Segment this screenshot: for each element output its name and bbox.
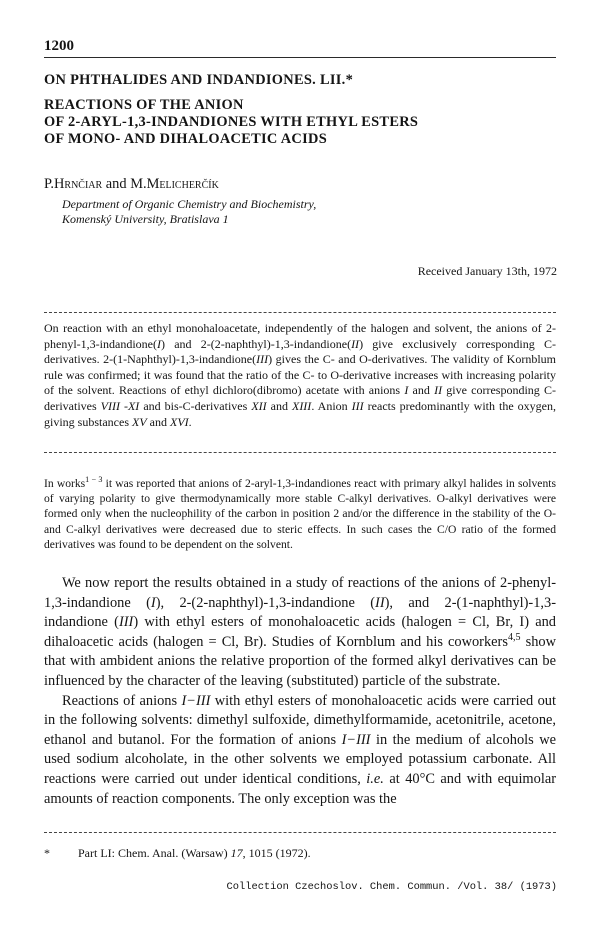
title-line: REACTIONS OF THE ANION (44, 97, 244, 113)
compound-label: III (256, 352, 269, 367)
compound-label: III (351, 398, 364, 413)
title-line: OF 2-ARYL-1,3-INDANDIONES WITH ETHYL ESTERS (44, 114, 419, 130)
journal-citation: Collection Czechoslov. Chem. Commun. /Vol. 38/ (1973) (226, 881, 557, 893)
footnote-text: Part LI: Chem. Anal. (Warsaw) (78, 846, 231, 860)
abstract-text: and (146, 414, 170, 429)
page-number: 1200 (44, 38, 74, 54)
intro-text: In works (44, 477, 86, 490)
compound-label: I (156, 336, 161, 351)
body-text-run: with ethyl esters of monohaloacetic acids were carried out in the following solvents: dimethyl sulfoxide, dimethylformamide, acetonitrile, acetone, ethanol and butanol. For the formation of anions (44, 692, 556, 748)
compound-label: II (375, 594, 385, 611)
compound-label: XVI (170, 414, 189, 429)
footnote-volume: 17 (230, 846, 243, 860)
author-name: P.Hrnčiar (44, 176, 103, 192)
intro-text: it was reported that anions of 2-aryl-1,3-indandiones react with primary alkyl halides in solvents of varying polarity to give thermodynamically more stable C-alkyl derivatives. O-alkyl derivatives were formed only when the nucleophility of the carbon in position 2 and/or the difference in the stability of the O- and C-alkyl derivatives were decreased due to steric effects. In such cases the C/O ratio of the formed derivatives was found to be dependent on the solvent. (44, 477, 556, 551)
header-rule (44, 57, 556, 58)
abstract-text: and bis-C-derivatives (139, 398, 252, 413)
abstract-top-rule (44, 312, 556, 313)
body-paragraph (44, 574, 556, 692)
abstract-text: ) gives the C- and O-derivatives. The validity of Kornblum rule was confirmed; it was found that the ratio of the C- to O-derivative increases with increasing polarity of the solvent. Reactions of ethyl dichloro(dibromo) acetate with anions (44, 352, 556, 398)
footnote-text: , 1015 (1972). (242, 846, 311, 860)
compound-label: VIII -XI (100, 398, 140, 413)
emphasis: i.e. (366, 770, 384, 787)
affiliation-line: Department of Organic Chemistry and Biochemistry, (62, 197, 317, 211)
affiliation-line: Komenský University, Bratislava 1 (62, 212, 229, 226)
body-text-run: ) with ethyl esters of monohaloacetic acids (halogen = Cl, Br, I) and dihaloacetic acids (halogen = Cl, Br). Studies of Kornblum and his coworkers (44, 614, 556, 650)
footnote-rule (44, 832, 556, 833)
abstract-text: give corresponding C-derivatives (44, 383, 557, 413)
compound-label: I (404, 383, 409, 398)
authors-conjunction: and (105, 176, 127, 192)
body-text-run: ), and 2-(1-naphthyl)-1,3-indandione ( (44, 594, 557, 631)
received-date: Received January 13th, 1972 (417, 264, 557, 278)
author-name: M.Melicherčík (130, 176, 219, 192)
abstract-text: . Anion (311, 398, 352, 413)
series-title: ON PHTHALIDES AND INDANDIONES. LII.* (44, 72, 354, 88)
compound-label: III (118, 614, 134, 631)
compound-label: XII (251, 398, 267, 413)
abstract-text: reacts predominantly with the oxygen, giving substances (44, 398, 556, 429)
body-text-run: show that with ambident anions the relative proportion of the formed alkyl derivatives can be influenced by the character of the leaving (substituted) particle of the substrate. (44, 633, 556, 689)
authors (44, 176, 219, 193)
body-paragraph (44, 692, 556, 810)
footnote (44, 846, 311, 861)
abstract-text: ) give exclusively corresponding C-derivatives. 2-(1-Naphthyl)-1,3-indandione( (44, 336, 556, 367)
body-text-run: We now report the results obtained in a study of reactions of the anions of 2-phenyl-1,3-indandione ( (44, 575, 556, 611)
abstract-text: and (408, 383, 435, 398)
reference-marker: 1 − 3 (85, 475, 103, 485)
body-text-run: at 40°C and with equimolar amounts of reaction components. The only exception was the (44, 770, 557, 807)
compound-label: I−III (341, 731, 371, 748)
body-text (44, 574, 556, 809)
body-text-run: ), 2-(2-naphthyl)-1,3-indandione ( (155, 594, 376, 611)
footnote-marker: * (44, 846, 50, 860)
reference-marker: 4,5 (507, 631, 521, 643)
compound-label: II (351, 336, 360, 351)
body-text-run: Reactions of anions (62, 692, 182, 709)
abstract-text: On reaction with an ethyl monohaloacetate, independently of the halogen and solvent, the anions of 2-phenyl-1,3-indandione( (44, 321, 556, 351)
compound-label: I (150, 594, 156, 611)
abstract (44, 321, 556, 430)
intro-paragraph (44, 476, 556, 552)
compound-label: XV (132, 414, 147, 429)
body-text-run: in the medium of alcohols we used sodium alcoholate, in the other solvents we employed potassium carbonate. All reactions were carried out under identical conditions, (44, 731, 557, 787)
compound-label: I−III (181, 692, 211, 709)
abstract-text: ) and 2-(2-naphthyl)-1,3-indandione( (160, 336, 352, 351)
abstract-bottom-rule (44, 452, 556, 453)
abstract-text: and (266, 398, 292, 413)
compound-label: II (434, 383, 443, 398)
affiliation (62, 197, 316, 227)
compound-label: XIII (291, 398, 312, 413)
title-line: OF MONO- AND DIHALOACETIC ACIDS (44, 131, 328, 147)
abstract-text: . (188, 414, 192, 429)
article-title (44, 72, 564, 148)
